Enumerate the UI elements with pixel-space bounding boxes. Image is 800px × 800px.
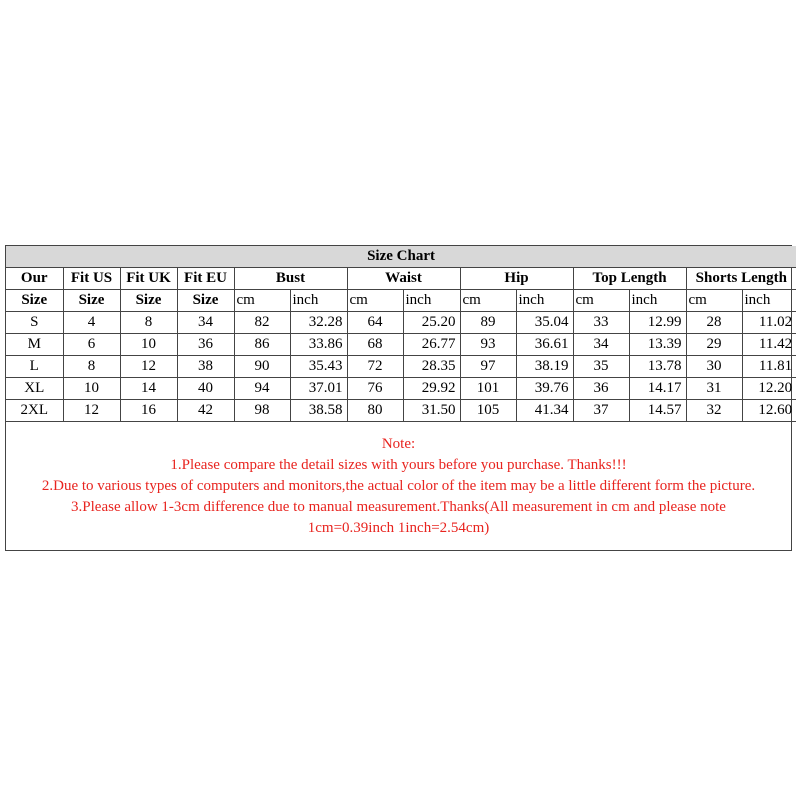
cell-waist-cm: 72 — [347, 356, 403, 378]
cell-bust-inch: 37.01 — [290, 378, 347, 400]
cell-size: M — [6, 334, 63, 356]
header-size: Size — [177, 290, 234, 312]
header-fit-us: Fit US — [63, 268, 120, 290]
table-row — [6, 312, 796, 334]
unit-inch: inch — [629, 290, 686, 312]
cell-top-length-cm: 33 — [573, 312, 629, 334]
cell-waist-inch: 29.92 — [403, 378, 460, 400]
unit-inch: inch — [290, 290, 347, 312]
table-row — [6, 400, 796, 422]
cell-top-length-inch: 14.57 — [629, 400, 686, 422]
cell-bust-cm: 98 — [234, 400, 290, 422]
chart-title: Size Chart — [6, 246, 796, 268]
table-row — [6, 334, 796, 356]
cell-shorts-length-cm: 29 — [686, 334, 742, 356]
cell-top-length-cm: 34 — [573, 334, 629, 356]
cell-size: S — [6, 312, 63, 334]
cell-fit-uk: 16 — [120, 400, 177, 422]
cell-hip-cm: 97 — [460, 356, 516, 378]
cell-fit-eu: 36 — [177, 334, 234, 356]
cell-fit-us: 12 — [63, 400, 120, 422]
cell-waist-inch: 31.50 — [403, 400, 460, 422]
cell-shorts-length-inch: 12.60 — [742, 400, 796, 422]
cell-waist-inch: 26.77 — [403, 334, 460, 356]
cell-shorts-length-inch: 11.81 — [742, 356, 796, 378]
cell-top-length-cm: 35 — [573, 356, 629, 378]
cell-top-length-cm: 37 — [573, 400, 629, 422]
unit-cm: cm — [234, 290, 290, 312]
cell-hip-cm: 105 — [460, 400, 516, 422]
cell-fit-us: 8 — [63, 356, 120, 378]
cell-size: XL — [6, 378, 63, 400]
note-line-1: 1.Please compare the detail sizes with yours before you purchase. Thanks!!! — [170, 457, 627, 473]
header-our-size: Our — [6, 268, 63, 290]
cell-waist-inch: 28.35 — [403, 356, 460, 378]
cell-shorts-length-cm: 28 — [686, 312, 742, 334]
cell-fit-eu: 38 — [177, 356, 234, 378]
header-fit-uk: Fit UK — [120, 268, 177, 290]
note-line-2: 2.Due to various types of computers and monitors,the actual color of the item may be a little different form the picture. — [41, 478, 756, 494]
size-table — [6, 246, 796, 422]
cell-shorts-length-inch: 11.42 — [742, 334, 796, 356]
size-chart — [5, 245, 792, 551]
unit-inch: inch — [516, 290, 573, 312]
cell-fit-eu: 40 — [177, 378, 234, 400]
cell-hip-inch: 36.61 — [516, 334, 573, 356]
cell-waist-inch: 25.20 — [403, 312, 460, 334]
header-size: Size — [120, 290, 177, 312]
header-size: Size — [63, 290, 120, 312]
note-line-3-continued: 1cm=0.39inch 1inch=2.54cm) — [307, 520, 490, 536]
note-line-3: 3.Please allow 1-3cm difference due to manual measurement.Thanks(All measurement in cm and please note — [71, 499, 726, 515]
unit-inch: inch — [742, 290, 796, 312]
cell-fit-eu: 34 — [177, 312, 234, 334]
cell-fit-eu: 42 — [177, 400, 234, 422]
cell-fit-uk: 10 — [120, 334, 177, 356]
cell-size: L — [6, 356, 63, 378]
table-row — [6, 378, 796, 400]
cell-fit-us: 10 — [63, 378, 120, 400]
header-bust: Bust — [234, 268, 347, 290]
cell-bust-inch: 33.86 — [290, 334, 347, 356]
cell-hip-cm: 93 — [460, 334, 516, 356]
cell-waist-cm: 76 — [347, 378, 403, 400]
header-size: Size — [6, 290, 63, 312]
cell-bust-cm: 94 — [234, 378, 290, 400]
unit-inch: inch — [403, 290, 460, 312]
cell-top-length-inch: 12.99 — [629, 312, 686, 334]
cell-shorts-length-cm: 31 — [686, 378, 742, 400]
cell-bust-cm: 82 — [234, 312, 290, 334]
unit-cm: cm — [573, 290, 629, 312]
cell-hip-inch: 39.76 — [516, 378, 573, 400]
cell-hip-inch: 41.34 — [516, 400, 573, 422]
cell-top-length-inch: 13.39 — [629, 334, 686, 356]
cell-bust-inch: 35.43 — [290, 356, 347, 378]
cell-bust-inch: 32.28 — [290, 312, 347, 334]
cell-size: 2XL — [6, 400, 63, 422]
header-waist: Waist — [347, 268, 460, 290]
header-top-length: Top Length — [573, 268, 686, 290]
cell-fit-uk: 8 — [120, 312, 177, 334]
cell-bust-cm: 86 — [234, 334, 290, 356]
cell-hip-inch: 35.04 — [516, 312, 573, 334]
cell-hip-cm: 101 — [460, 378, 516, 400]
header-hip: Hip — [460, 268, 573, 290]
note-heading: Note: — [381, 436, 416, 452]
cell-hip-cm: 89 — [460, 312, 516, 334]
cell-hip-inch: 38.19 — [516, 356, 573, 378]
cell-waist-cm: 68 — [347, 334, 403, 356]
unit-cm: cm — [347, 290, 403, 312]
cell-fit-uk: 12 — [120, 356, 177, 378]
unit-cm: cm — [686, 290, 742, 312]
cell-shorts-length-inch: 12.20 — [742, 378, 796, 400]
table-row — [6, 356, 796, 378]
cell-shorts-length-inch: 11.02 — [742, 312, 796, 334]
cell-waist-cm: 64 — [347, 312, 403, 334]
cell-fit-us: 4 — [63, 312, 120, 334]
unit-cm: cm — [460, 290, 516, 312]
size-rows — [6, 312, 796, 422]
header-shorts-length: Shorts Length — [686, 268, 796, 290]
note-block — [6, 422, 791, 539]
cell-waist-cm: 80 — [347, 400, 403, 422]
cell-shorts-length-cm: 30 — [686, 356, 742, 378]
cell-top-length-inch: 13.78 — [629, 356, 686, 378]
cell-bust-inch: 38.58 — [290, 400, 347, 422]
cell-top-length-cm: 36 — [573, 378, 629, 400]
cell-shorts-length-cm: 32 — [686, 400, 742, 422]
cell-fit-us: 6 — [63, 334, 120, 356]
cell-bust-cm: 90 — [234, 356, 290, 378]
header-fit-eu: Fit EU — [177, 268, 234, 290]
cell-fit-uk: 14 — [120, 378, 177, 400]
cell-top-length-inch: 14.17 — [629, 378, 686, 400]
